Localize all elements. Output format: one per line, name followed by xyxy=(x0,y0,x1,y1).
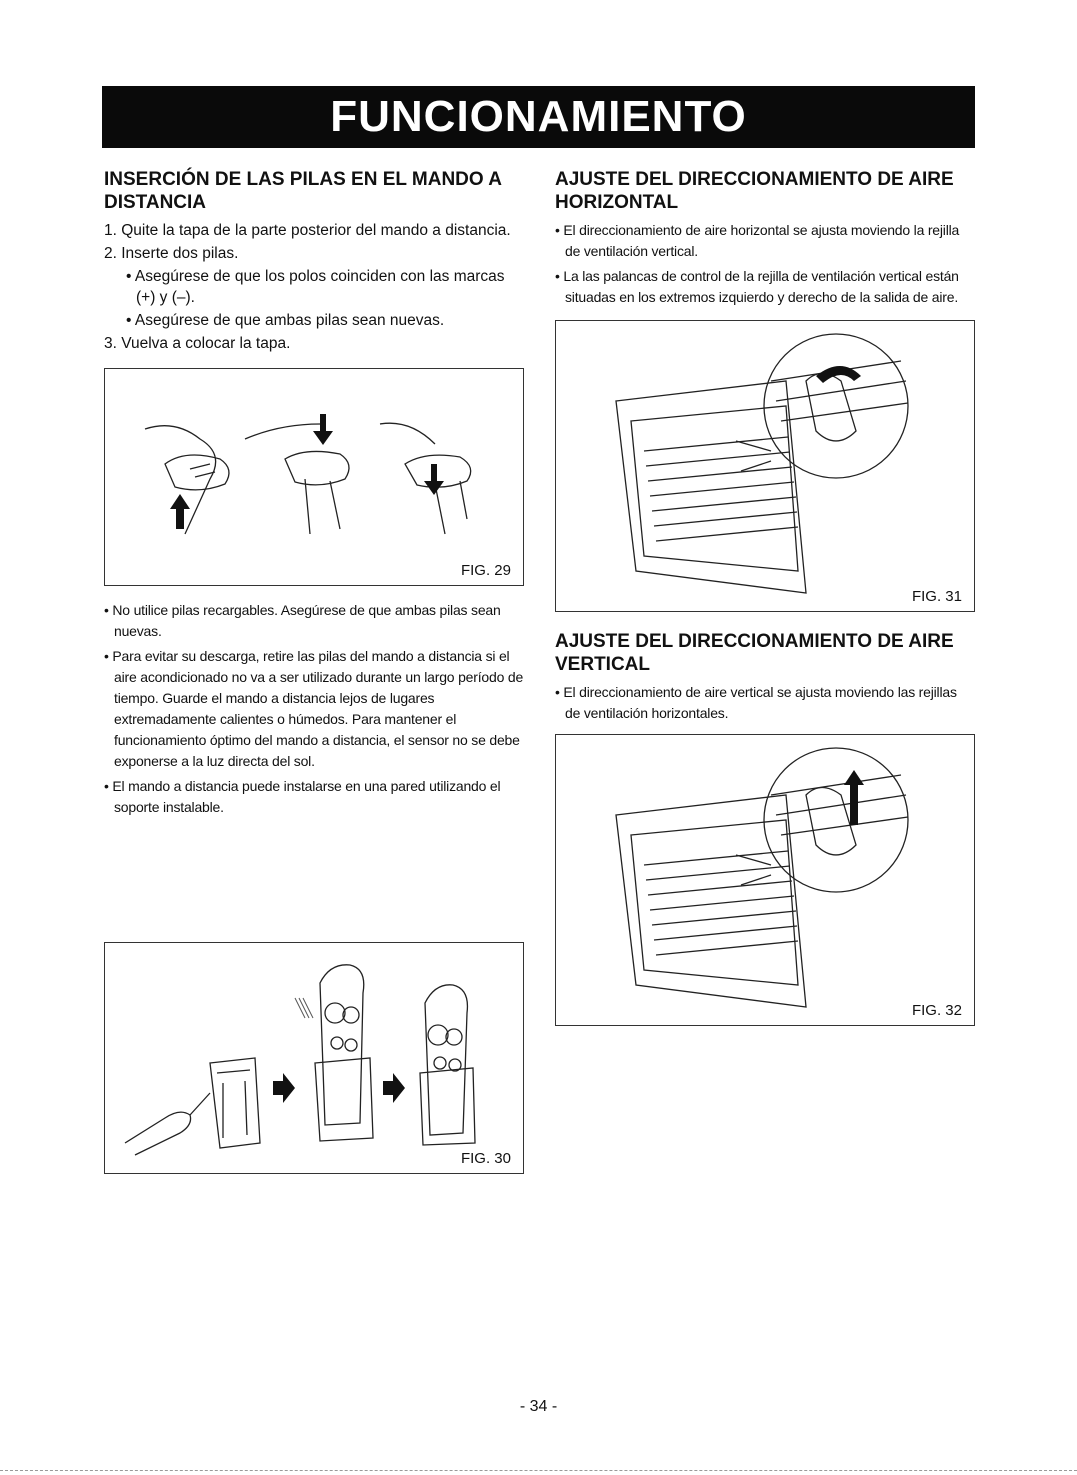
figure-label: FIG. 31 xyxy=(911,588,962,605)
page-title: FUNCIONAMIENTO xyxy=(102,86,975,148)
step-subitem: • Asegúrese de que los polos coinciden con las marcas (+) y (–). xyxy=(126,268,505,306)
page-number: - 34 - xyxy=(519,1398,558,1415)
figure-label: FIG. 30 xyxy=(460,1150,511,1167)
section-title-horizontal: AJUSTE DEL DIRECCIONAMIENTO DE AIRE HORIZONTAL xyxy=(555,169,954,213)
figure-32 xyxy=(555,734,975,1026)
vertical-notes xyxy=(555,682,975,724)
battery-notes xyxy=(104,600,524,818)
horizontal-louver-illustration xyxy=(556,321,976,613)
note-item: • El direccionamiento de aire vertical se ajusta moviendo las rejillas de ventilación horizontales. xyxy=(555,684,957,721)
note-item: • El direccionamiento de aire horizontal se ajusta moviendo la rejilla de ventilación vertical. xyxy=(555,222,960,259)
note-item: • La las palancas de control de la rejilla de ventilación vertical están situadas en los extremos izquierdo y derecho de la salida de aire. xyxy=(555,268,959,305)
step-item: 3. Vuelva a colocar la tapa. xyxy=(104,335,291,352)
remote-holder-illustration xyxy=(105,943,525,1175)
arrow-right-icon xyxy=(383,1073,405,1103)
figure-label: FIG. 32 xyxy=(911,1002,962,1019)
figure-29 xyxy=(104,368,524,586)
battery-steps xyxy=(104,220,524,354)
arrow-right-icon xyxy=(273,1073,295,1103)
arrow-down-icon xyxy=(295,998,313,1018)
vertical-louver-illustration xyxy=(556,735,976,1027)
arrow-down-icon xyxy=(424,464,444,495)
figure-label: FIG. 29 xyxy=(460,562,511,579)
step-subitem: • Asegúrese de que ambas pilas sean nuevas. xyxy=(126,312,445,329)
note-item: • No utilice pilas recargables. Asegúrese de que ambas pilas sean nuevas. xyxy=(104,602,501,639)
step-item: 2. Inserte dos pilas. xyxy=(104,245,239,262)
battery-insertion-illustration xyxy=(105,369,525,587)
right-column xyxy=(555,168,975,1026)
figure-30 xyxy=(104,942,524,1174)
note-item: • El mando a distancia puede instalarse en una pared utilizando el soporte instalable. xyxy=(104,778,501,815)
step-item: 1. Quite la tapa de la parte posterior del mando a distancia. xyxy=(104,222,511,239)
left-column xyxy=(104,168,524,1167)
section-title-battery: INSERCIÓN DE LAS PILAS EN EL MANDO A DISTANCIA xyxy=(104,169,502,213)
arrow-down-icon xyxy=(313,414,333,445)
arrow-up-icon xyxy=(170,494,190,529)
note-item: • Para evitar su descarga, retire las pilas del mando a distancia si el aire acondicionado no va a ser utilizado durante un largo período de tiempo. Guarde el mando a distancia lejos de lugares extremadamente calientes o húmedos. Para mantener el funcionamiento óptimo del mando a distancia, el sensor no se debe exponerse a la luz directa del sol. xyxy=(104,648,524,769)
section-title-vertical: AJUSTE DEL DIRECCIONAMIENTO DE AIRE VERTICAL xyxy=(555,631,954,675)
page-edge xyxy=(0,1470,1077,1471)
figure-31 xyxy=(555,320,975,612)
horizontal-notes xyxy=(555,220,975,308)
